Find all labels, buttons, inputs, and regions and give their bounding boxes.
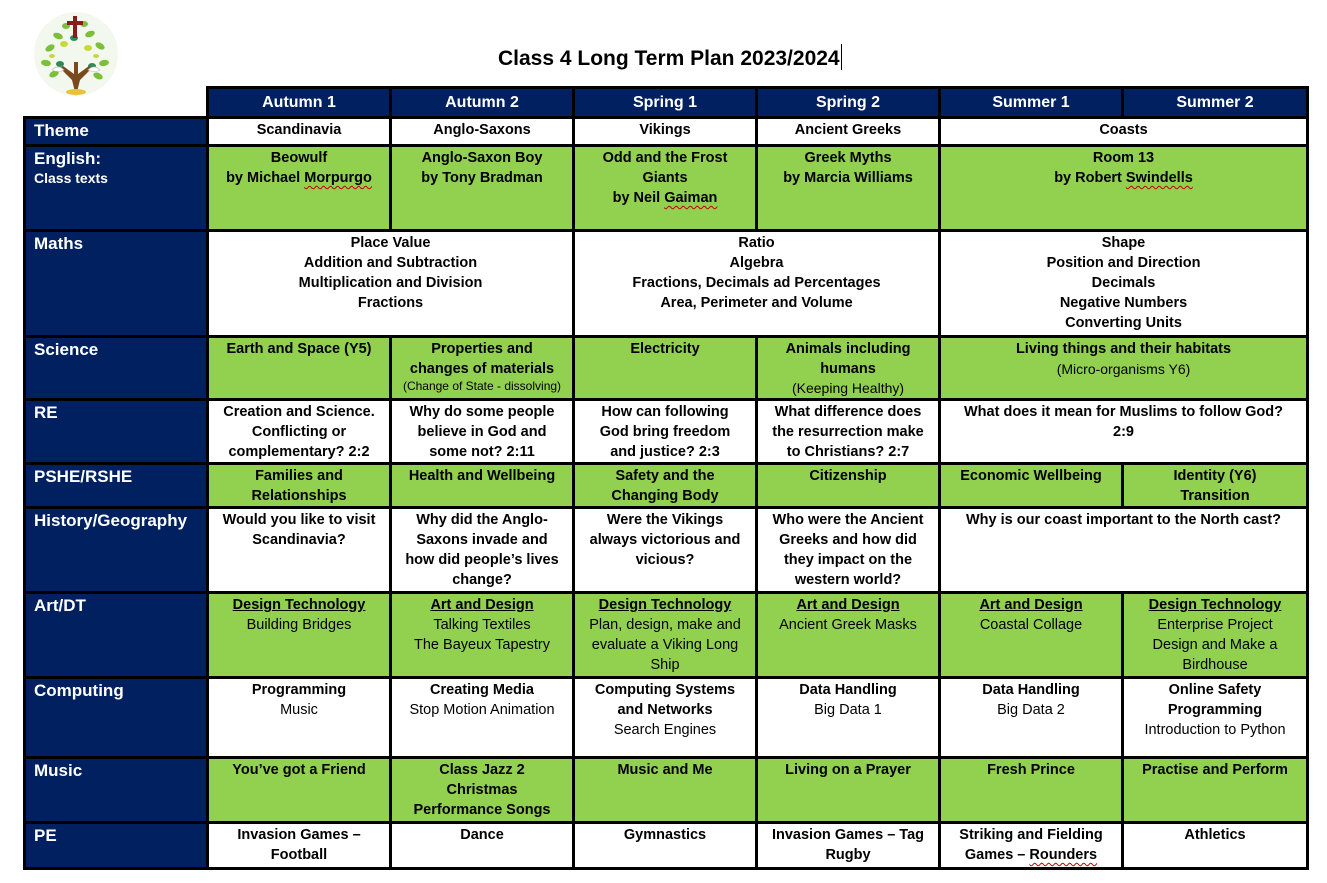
table-row-re xyxy=(25,400,1308,464)
science-spring-2 xyxy=(757,337,940,400)
cell-line: Programming xyxy=(251,682,347,698)
cell-line: Safety and the xyxy=(615,468,715,484)
header-spring-1: Spring 1 xyxy=(574,88,757,118)
music-autumn-1: You’ve got a Friend xyxy=(208,758,391,823)
cell-subject-heading: Art and Design xyxy=(430,597,534,613)
cell-line: they impact on the xyxy=(783,552,913,568)
computing-summer-2 xyxy=(1123,678,1308,758)
cell-subject-heading: Art and Design xyxy=(796,597,900,613)
computing-autumn-2 xyxy=(391,678,574,758)
re-spring-1 xyxy=(574,400,757,464)
cell-line: Families and xyxy=(255,468,343,484)
cell-line: evaluate a Viking Long xyxy=(591,637,739,653)
cell-line: Creating Media xyxy=(430,682,534,698)
row-label-english xyxy=(25,146,208,231)
cell-line: Data Handling xyxy=(982,682,1080,698)
maths-spring xyxy=(574,231,940,337)
row-label-english-sub: Class texts xyxy=(34,170,108,186)
cell-line: Changing Body xyxy=(611,488,719,504)
long-term-plan-table xyxy=(23,86,1309,870)
row-label-pe: PE xyxy=(25,823,208,869)
cell-subject-heading: Design Technology xyxy=(598,597,732,613)
cell-line: always victorious and xyxy=(589,532,741,548)
cell-line: Search Engines xyxy=(613,722,717,738)
cell-line xyxy=(943,845,1119,865)
cell-line: Why do some people xyxy=(409,404,555,420)
cell-line: Rugby xyxy=(825,847,871,863)
cell-line: Fractions, Decimals ad Percentages xyxy=(632,275,881,291)
table-row-pe xyxy=(25,823,1308,869)
cell-line: vicious? xyxy=(635,552,695,568)
cell-line: Were the Vikings xyxy=(606,512,724,528)
cell-line: How can following xyxy=(601,404,729,420)
cell-line: Shape xyxy=(1101,235,1146,251)
cell-line: Creation and Science. xyxy=(223,404,375,420)
english-spring-1 xyxy=(574,146,757,231)
pshe-spring-2: Citizenship xyxy=(757,464,940,508)
cell-line: Beowulf xyxy=(270,150,328,166)
cell-line: Anglo-Saxon Boy xyxy=(421,150,543,166)
cell-line: Who were the Ancient xyxy=(772,512,924,528)
cell-line: Class Jazz 2 xyxy=(439,762,525,778)
table-row-science xyxy=(25,337,1308,400)
cell-text: by Neil xyxy=(612,190,665,206)
cell-text-spellcheck: Morpurgo xyxy=(304,170,372,186)
table-row-computing xyxy=(25,678,1308,758)
cell-line: Enterprise Project xyxy=(1157,617,1273,633)
english-autumn-2 xyxy=(391,146,574,231)
cell-line: Football xyxy=(270,847,328,863)
header-corner xyxy=(25,88,208,118)
cell-line: Saxons invade and xyxy=(416,532,548,548)
table-header-row xyxy=(25,88,1308,118)
cell-line: Music xyxy=(280,702,318,718)
cell-line: Programming xyxy=(1167,702,1263,718)
header-summer-2: Summer 2 xyxy=(1123,88,1308,118)
table-row-pshe xyxy=(25,464,1308,508)
cell-line: Living things and their habitats xyxy=(1015,341,1232,357)
cell-line: Coastal Collage xyxy=(979,617,1083,633)
cell-line: What difference does xyxy=(774,404,922,420)
theme-spring-2: Ancient Greeks xyxy=(757,118,940,146)
cell-line: Why did the Anglo- xyxy=(416,512,548,528)
cell-line: Performance Songs xyxy=(413,802,551,818)
art-spring-1 xyxy=(574,593,757,678)
history-spring-2 xyxy=(757,508,940,593)
table-row-music xyxy=(25,758,1308,823)
english-autumn-1 xyxy=(208,146,391,231)
history-spring-1 xyxy=(574,508,757,593)
cell-line: Identity (Y6) xyxy=(1173,468,1257,484)
pshe-autumn-2: Health and Wellbeing xyxy=(391,464,574,508)
english-spring-2 xyxy=(757,146,940,231)
re-summer xyxy=(940,400,1308,464)
art-summer-1 xyxy=(940,593,1123,678)
cell-text: Games – xyxy=(964,847,1030,863)
cell-line: Greeks and how did xyxy=(779,532,917,548)
art-spring-2 xyxy=(757,593,940,678)
cell-text-spellcheck: Swindells xyxy=(1125,170,1193,186)
science-summer xyxy=(940,337,1308,400)
cell-line: Odd and the Frost xyxy=(602,150,728,166)
header-autumn-2: Autumn 2 xyxy=(391,88,574,118)
computing-spring-1 xyxy=(574,678,757,758)
row-label-maths: Maths xyxy=(25,231,208,337)
history-autumn-2 xyxy=(391,508,574,593)
page-title: Class 4 Long Term Plan 2023/2024 xyxy=(498,44,842,71)
cell-text-spellcheck: Rounders xyxy=(1029,847,1098,863)
table-row-art-dt xyxy=(25,593,1308,678)
art-autumn-2 xyxy=(391,593,574,678)
row-label-science: Science xyxy=(25,337,208,400)
cell-line: some not? 2:11 xyxy=(429,444,535,460)
history-autumn-1 xyxy=(208,508,391,593)
pshe-summer-2 xyxy=(1123,464,1308,508)
cell-line: The Bayeux Tapestry xyxy=(414,637,550,653)
english-summer xyxy=(940,146,1308,231)
cell-line xyxy=(577,188,753,208)
maths-summer xyxy=(940,231,1308,337)
cell-line: how did people’s lives xyxy=(405,552,559,568)
cell-line: Big Data 1 xyxy=(814,702,882,718)
cell-line: Place Value xyxy=(350,235,431,251)
cell-line: the resurrection make xyxy=(772,424,924,440)
cell-line: Greek Myths xyxy=(804,150,892,166)
table-row-english xyxy=(25,146,1308,231)
computing-summer-1 xyxy=(940,678,1123,758)
row-label-re: RE xyxy=(25,400,208,464)
science-autumn-1: Earth and Space (Y5) xyxy=(208,337,391,400)
cell-line: humans xyxy=(820,361,876,377)
science-autumn-2 xyxy=(391,337,574,400)
pshe-spring-1 xyxy=(574,464,757,508)
cell-subject-heading: Design Technology xyxy=(232,597,366,613)
re-spring-2 xyxy=(757,400,940,464)
cell-line: western world? xyxy=(794,572,902,588)
cell-line: change? xyxy=(452,572,512,588)
cell-line: Plan, design, make and xyxy=(589,617,741,633)
re-autumn-1 xyxy=(208,400,391,464)
cell-line: God bring freedom xyxy=(599,424,731,440)
cell-line: 2:9 xyxy=(1113,424,1134,440)
cell-line: Multiplication and Division xyxy=(298,275,483,291)
music-summer-2: Practise and Perform xyxy=(1123,758,1308,823)
cell-line: and justice? 2:3 xyxy=(610,444,720,460)
pe-spring-1: Gymnastics xyxy=(574,823,757,869)
row-label-computing: Computing xyxy=(25,678,208,758)
row-label-english-title: English: xyxy=(34,149,102,168)
cell-line: Computing Systems xyxy=(594,682,736,698)
computing-spring-2 xyxy=(757,678,940,758)
cell-line: Ratio xyxy=(738,235,775,251)
row-label-art-dt: Art/DT xyxy=(25,593,208,678)
cell-line: Room 13 xyxy=(1092,150,1155,166)
text-cursor xyxy=(841,44,842,70)
cell-line: Online Safety xyxy=(1168,682,1262,698)
cell-line: Addition and Subtraction xyxy=(303,255,478,271)
cell-note: (Keeping Healthy) xyxy=(791,380,905,396)
science-spring-1: Electricity xyxy=(574,337,757,400)
cell-line: Christmas xyxy=(446,782,518,798)
cell-line: Would you like to visit xyxy=(222,512,376,528)
header-spring-2: Spring 2 xyxy=(757,88,940,118)
cell-line xyxy=(943,168,1304,188)
row-label-theme: Theme xyxy=(25,118,208,146)
music-spring-2: Living on a Prayer xyxy=(757,758,940,823)
cell-line: to Christians? 2:7 xyxy=(786,444,910,460)
cell-line: Negative Numbers xyxy=(1059,295,1188,311)
cell-line: Design and Make a xyxy=(1152,637,1278,653)
cell-note: (Micro-organisms Y6) xyxy=(1056,361,1191,377)
table-row-maths xyxy=(25,231,1308,337)
row-label-pshe: PSHE/RSHE xyxy=(25,464,208,508)
header-autumn-1: Autumn 1 xyxy=(208,88,391,118)
history-summer: Why is our coast important to the North cast? xyxy=(940,508,1308,593)
cell-line: Properties and xyxy=(431,341,533,357)
cell-line: Ship xyxy=(650,657,680,673)
pe-summer-2: Athletics xyxy=(1123,823,1308,869)
cell-line: Building Bridges xyxy=(246,617,352,633)
cell-line: Data Handling xyxy=(799,682,897,698)
header-summer-1: Summer 1 xyxy=(940,88,1123,118)
cell-subject-heading: Design Technology xyxy=(1148,597,1282,613)
re-autumn-2 xyxy=(391,400,574,464)
cell-text: by Robert xyxy=(1054,170,1126,186)
music-spring-1: Music and Me xyxy=(574,758,757,823)
cell-line: by Marcia Williams xyxy=(783,170,913,186)
cell-line: complementary? 2:2 xyxy=(228,444,370,460)
cell-line: Conflicting or xyxy=(251,424,347,440)
pshe-autumn-1 xyxy=(208,464,391,508)
cell-subject-heading: Art and Design xyxy=(979,597,1083,613)
music-summer-1: Fresh Prince xyxy=(940,758,1123,823)
cell-line: changes of materials xyxy=(409,361,555,377)
pshe-summer-1: Economic Wellbeing xyxy=(940,464,1123,508)
cell-line xyxy=(211,168,387,188)
cell-line: Decimals xyxy=(1091,275,1156,291)
cell-line: Area, Perimeter and Volume xyxy=(660,295,853,311)
table-row-theme xyxy=(25,118,1308,146)
cell-line: Ancient Greek Masks xyxy=(779,617,917,633)
cell-text-spellcheck: Gaiman xyxy=(664,190,718,206)
cell-line: What does it mean for Muslims to follow God? xyxy=(964,404,1283,420)
pe-spring-2 xyxy=(757,823,940,869)
cell-line: Fractions xyxy=(357,295,424,311)
cell-line: Converting Units xyxy=(1065,315,1182,331)
cell-line: Position and Direction xyxy=(1046,255,1201,271)
art-autumn-1 xyxy=(208,593,391,678)
cell-line: Birdhouse xyxy=(1182,657,1248,673)
cell-line: Scandinavia? xyxy=(252,532,346,548)
cell-line: and Networks xyxy=(617,702,713,718)
pe-autumn-2: Dance xyxy=(391,823,574,869)
cell-line: Big Data 2 xyxy=(997,702,1065,718)
theme-autumn-2: Anglo-Saxons xyxy=(391,118,574,146)
theme-spring-1: Vikings xyxy=(574,118,757,146)
cell-line: Animals including xyxy=(785,341,911,357)
row-label-music: Music xyxy=(25,758,208,823)
cell-line: Invasion Games – Tag xyxy=(771,827,925,843)
computing-autumn-1 xyxy=(208,678,391,758)
cell-line: Transition xyxy=(1180,488,1250,504)
row-label-history-geography: History/Geography xyxy=(25,508,208,593)
pe-summer-1 xyxy=(940,823,1123,869)
cell-line: Relationships xyxy=(251,488,347,504)
cell-line: Striking and Fielding xyxy=(959,827,1103,843)
cell-line: Algebra xyxy=(729,255,784,271)
maths-autumn xyxy=(208,231,574,337)
table-row-history-geography xyxy=(25,508,1308,593)
cell-line: by Tony Bradman xyxy=(421,170,543,186)
cell-line: Invasion Games – xyxy=(237,827,361,843)
music-autumn-2 xyxy=(391,758,574,823)
pe-autumn-1 xyxy=(208,823,391,869)
cell-line: believe in God and xyxy=(417,424,547,440)
theme-summer: Coasts xyxy=(940,118,1308,146)
cell-note: (Change of State - dissolving) xyxy=(402,379,562,393)
cell-text: by Michael xyxy=(226,170,305,186)
cell-line: Talking Textiles xyxy=(433,617,531,633)
cell-line: Giants xyxy=(642,170,688,186)
cell-line: Introduction to Python xyxy=(1144,722,1286,738)
art-summer-2 xyxy=(1123,593,1308,678)
cell-line: Stop Motion Animation xyxy=(409,702,555,718)
theme-autumn-1: Scandinavia xyxy=(208,118,391,146)
